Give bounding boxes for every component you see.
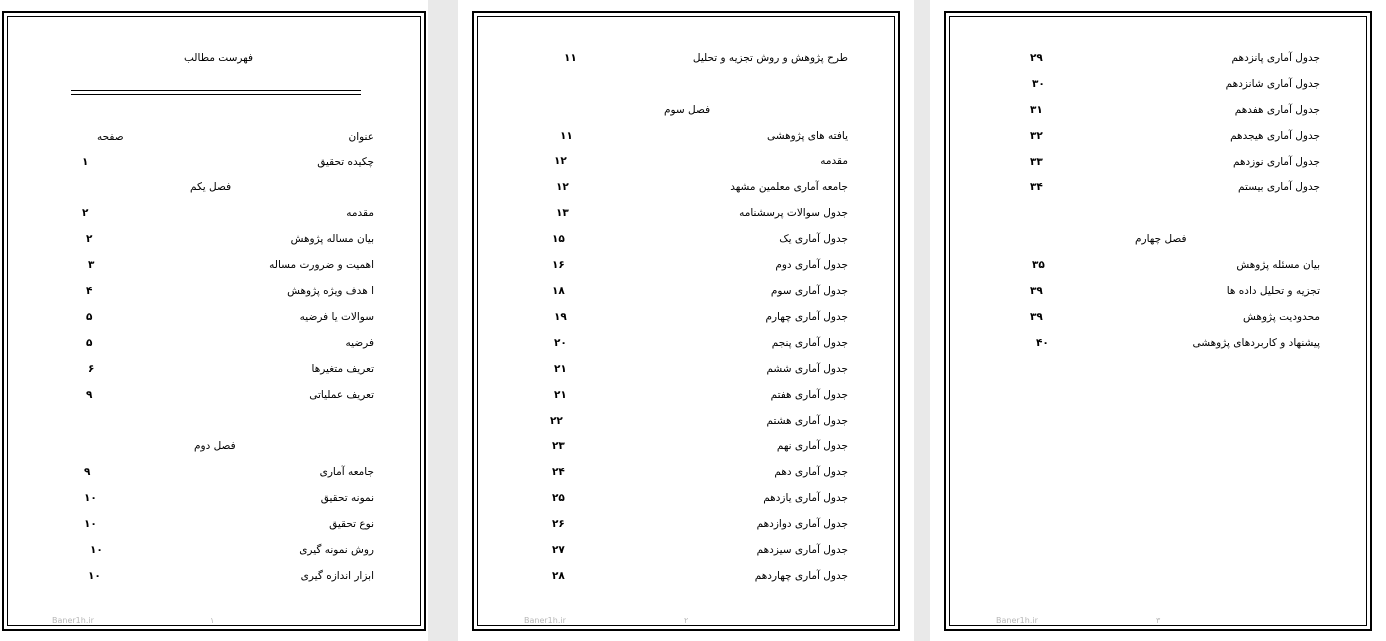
footer-page-number: ۳ xyxy=(1156,616,1161,625)
toc-entry[interactable]: یافته های پژوهشی ۱۱ xyxy=(560,130,848,142)
toc-entry[interactable]: بیان مسئله پژوهش ۳۵ xyxy=(1032,259,1320,271)
toc-entry[interactable]: جدول آماری بیستم ۳۴ xyxy=(1030,181,1320,193)
toc-entry[interactable]: جدول آماری هفتم ۲۱ xyxy=(554,389,848,401)
column-title-label: عنوان xyxy=(348,131,374,143)
toc-entry[interactable]: جامعه آماری ۹ xyxy=(84,466,374,478)
chapter-heading: فصل سوم xyxy=(664,104,711,116)
toc-entry[interactable]: جدول آماری شانزدهم ۳۰ xyxy=(1032,78,1320,90)
toc-entry[interactable]: جدول آماری دهم ۲۴ xyxy=(552,466,848,478)
toc-entry[interactable]: روش نمونه گیری ۱۰ xyxy=(90,544,374,556)
toc-entry[interactable]: جدول آماری پنجم ۲۰ xyxy=(554,337,848,349)
toc-entry[interactable]: جدول آماری هیجدهم ۳۲ xyxy=(1030,130,1320,142)
toc-entry[interactable]: جدول آماری پانزدهم ۲۹ xyxy=(1030,52,1320,64)
toc-entry[interactable]: ابزار اندازه گیری ۱۰ xyxy=(88,570,374,582)
footer-page-number: ۲ xyxy=(684,616,689,625)
toc-entry[interactable]: نمونه تحقیق ۱۰ xyxy=(84,492,374,504)
toc-entry[interactable]: مقدمه ۲ xyxy=(82,207,374,219)
chapter-heading: فصل چهارم xyxy=(1135,233,1187,245)
toc-entry[interactable]: تجزیه و تحلیل داده ها ۳۹ xyxy=(1030,285,1320,297)
toc-entry[interactable]: جدول آماری سیزدهم ۲۷ xyxy=(552,544,848,556)
chapter-heading: فصل دوم xyxy=(194,440,236,452)
toc-heading: فهرست مطالب xyxy=(184,52,254,64)
toc-entry[interactable]: جدول سوالات پرسشنامه ۱۳ xyxy=(556,207,848,219)
toc-entry[interactable]: تعریف متغیرها ۶ xyxy=(88,363,374,375)
toc-entry[interactable]: تعریف عملیاتی ۹ xyxy=(86,389,374,401)
footer-watermark: Baner1h.ir xyxy=(524,616,566,625)
document-page-1 xyxy=(0,0,428,641)
column-page-label: صفحه xyxy=(97,131,124,143)
toc-entry[interactable]: جدول آماری چهاردهم ۲۸ xyxy=(552,570,848,582)
footer-watermark: Baner1h.ir xyxy=(52,616,94,625)
heading-double-rule xyxy=(71,90,361,95)
toc-entry[interactable]: پیشنهاد و کاربردهای پژوهشی ۴۰ xyxy=(1036,337,1320,349)
toc-entry[interactable]: جدول آماری دوم ۱۶ xyxy=(552,259,848,271)
toc-entry[interactable]: نوع تحقیق ۱۰ xyxy=(84,518,374,530)
document-page-2 xyxy=(458,0,914,641)
footer-page-number: ۱ xyxy=(210,616,215,625)
chapter-heading: فصل یکم xyxy=(190,181,232,193)
footer-watermark: Baner1h.ir xyxy=(996,616,1038,625)
toc-entry[interactable]: جدول آماری یک ۱۵ xyxy=(552,233,848,245)
toc-entry[interactable]: جدول آماری ششم ۲۱ xyxy=(554,363,848,375)
toc-entry[interactable]: جدول آماری نهم ۲۳ xyxy=(552,440,848,452)
toc-entry[interactable]: جدول آماری سوم ۱۸ xyxy=(552,285,848,297)
toc-entry[interactable]: جدول آماری هفدهم ۳۱ xyxy=(1030,104,1320,116)
toc-entry[interactable]: جدول آماری نوزدهم ۳۳ xyxy=(1030,156,1320,168)
toc-entry[interactable]: مقدمه ۱۲ xyxy=(554,155,848,167)
toc-entry[interactable]: چکیده تحقیق ۱ xyxy=(82,156,374,168)
document-page-3 xyxy=(930,0,1386,641)
toc-entry[interactable]: جامعه آماری معلمین مشهد ۱۲ xyxy=(556,181,848,193)
toc-entry[interactable]: سوالات یا فرضیه ۵ xyxy=(86,311,374,323)
toc-entry[interactable]: جدول آماری هشتم ۲۲ xyxy=(550,415,848,427)
toc-entry[interactable]: بیان مساله پژوهش ۲ xyxy=(86,233,374,245)
toc-entry[interactable]: جدول آماری یازدهم ۲۵ xyxy=(552,492,848,504)
toc-entry[interactable]: جدول آماری چهارم ۱۹ xyxy=(554,311,848,323)
toc-entry[interactable]: ا هدف ویژه پژوهش ۴ xyxy=(86,285,374,297)
toc-entry[interactable]: جدول آماری دوازدهم ۲۶ xyxy=(552,518,848,530)
toc-entry[interactable]: محدودیت پژوهش ۳۹ xyxy=(1030,311,1320,323)
toc-entry[interactable]: طرح پژوهش و روش تجزیه و تحلیل ۱۱ xyxy=(564,52,848,64)
toc-entry[interactable]: اهمیت و ضرورت مساله ۳ xyxy=(88,259,374,271)
toc-entry[interactable]: فرضیه ۵ xyxy=(86,337,374,349)
